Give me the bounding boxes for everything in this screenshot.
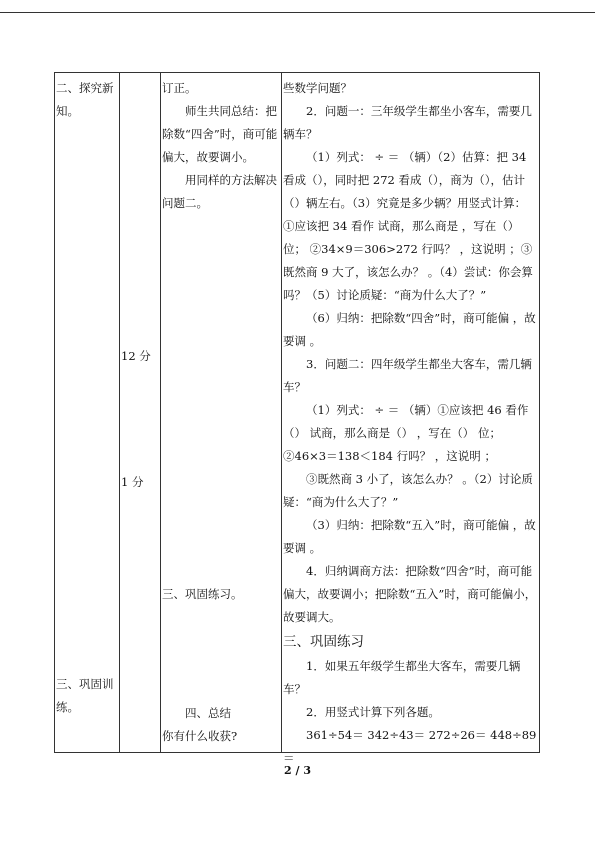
time-1-min: 1 分 <box>121 475 144 489</box>
line-1: 2．问题一：三年级学生都坐小客车，需要几辆车？ <box>283 104 532 141</box>
page-number: 2 / 3 <box>284 764 311 777</box>
line-3: （6）归纳：把除数“四舍”时，商可能偏 ，故要调 。 <box>283 311 536 348</box>
practice-label: 三、巩固练习。 <box>162 587 243 601</box>
line-6: ③既然商 3 小了，该怎么办？ 。（2）讨论质疑：“商为什么大了？” <box>283 472 533 509</box>
line-2: （1）列式： ÷ ＝ （辆）（2）估算：把 34 看成（），同时把 272 看成（），商为（），估计（）辆左右。（3）究竟是多少辆？用竖式计算：①应该把 34 看作 试商，那么商是 ，写在（）位； ②34×9＝306>272 行吗？ ，这说明 ；③既然商 9 大了，该怎么办？ 。（4）尝试：你会算吗？（5）讨论质疑：“商为什么大了？” <box>283 150 533 302</box>
line-4: 3．问题二：四年级学生都坐大客车，需几辆车？ <box>283 357 532 394</box>
conclude-title: 四、总结 <box>185 706 231 720</box>
correct-text: 订正。 <box>162 81 197 95</box>
line-5: （1）列式： ÷ ＝ （辆）①应该把 46 看作（） 试商，那么商是（） ，写在（） 位；②46×3＝138＜184 行吗？ ，这说明 ； <box>283 403 529 463</box>
calc-line: 361÷54＝ 342÷43＝ 272÷26＝ 448÷89＝ <box>283 728 537 765</box>
teacher-activity <box>162 77 282 215</box>
practice-1: 1．如果五年级学生都坐大客车，需要几辆车？ <box>283 659 521 696</box>
practice-heading: 三、巩固练习 <box>283 634 364 650</box>
time-12-min: 12 分 <box>121 349 151 363</box>
practice-2: 2．用竖式计算下列各题。 <box>306 705 440 719</box>
summary-text: 师生共同总结：把除数“四舍”时，商可能偏大，故要调小。 <box>162 104 278 164</box>
header-rule <box>0 12 595 13</box>
student-activity <box>283 77 537 770</box>
section-consolidate: 三、巩固训练。 <box>56 677 114 714</box>
line-7: （3）归纳：把除数“五入”时，商可能偏 ，故要调 。 <box>283 518 536 555</box>
line-0: 些数学问题？ <box>283 81 352 95</box>
column-divider <box>119 73 120 752</box>
conclusion-block <box>162 702 282 748</box>
lesson-table <box>54 72 540 765</box>
conclude-question: 你有什么收获? <box>162 729 238 743</box>
line-8: 4．归纳调商方法：把除数“四舍”时，商可能偏大，故要调小；把除数“五入”时，商可能偏小，故要调大。 <box>283 564 537 624</box>
section-explore: 二、探究新知。 <box>56 81 114 118</box>
column-divider <box>160 73 161 752</box>
same-method-text: 用同样的方法解决问题二。 <box>162 173 277 210</box>
